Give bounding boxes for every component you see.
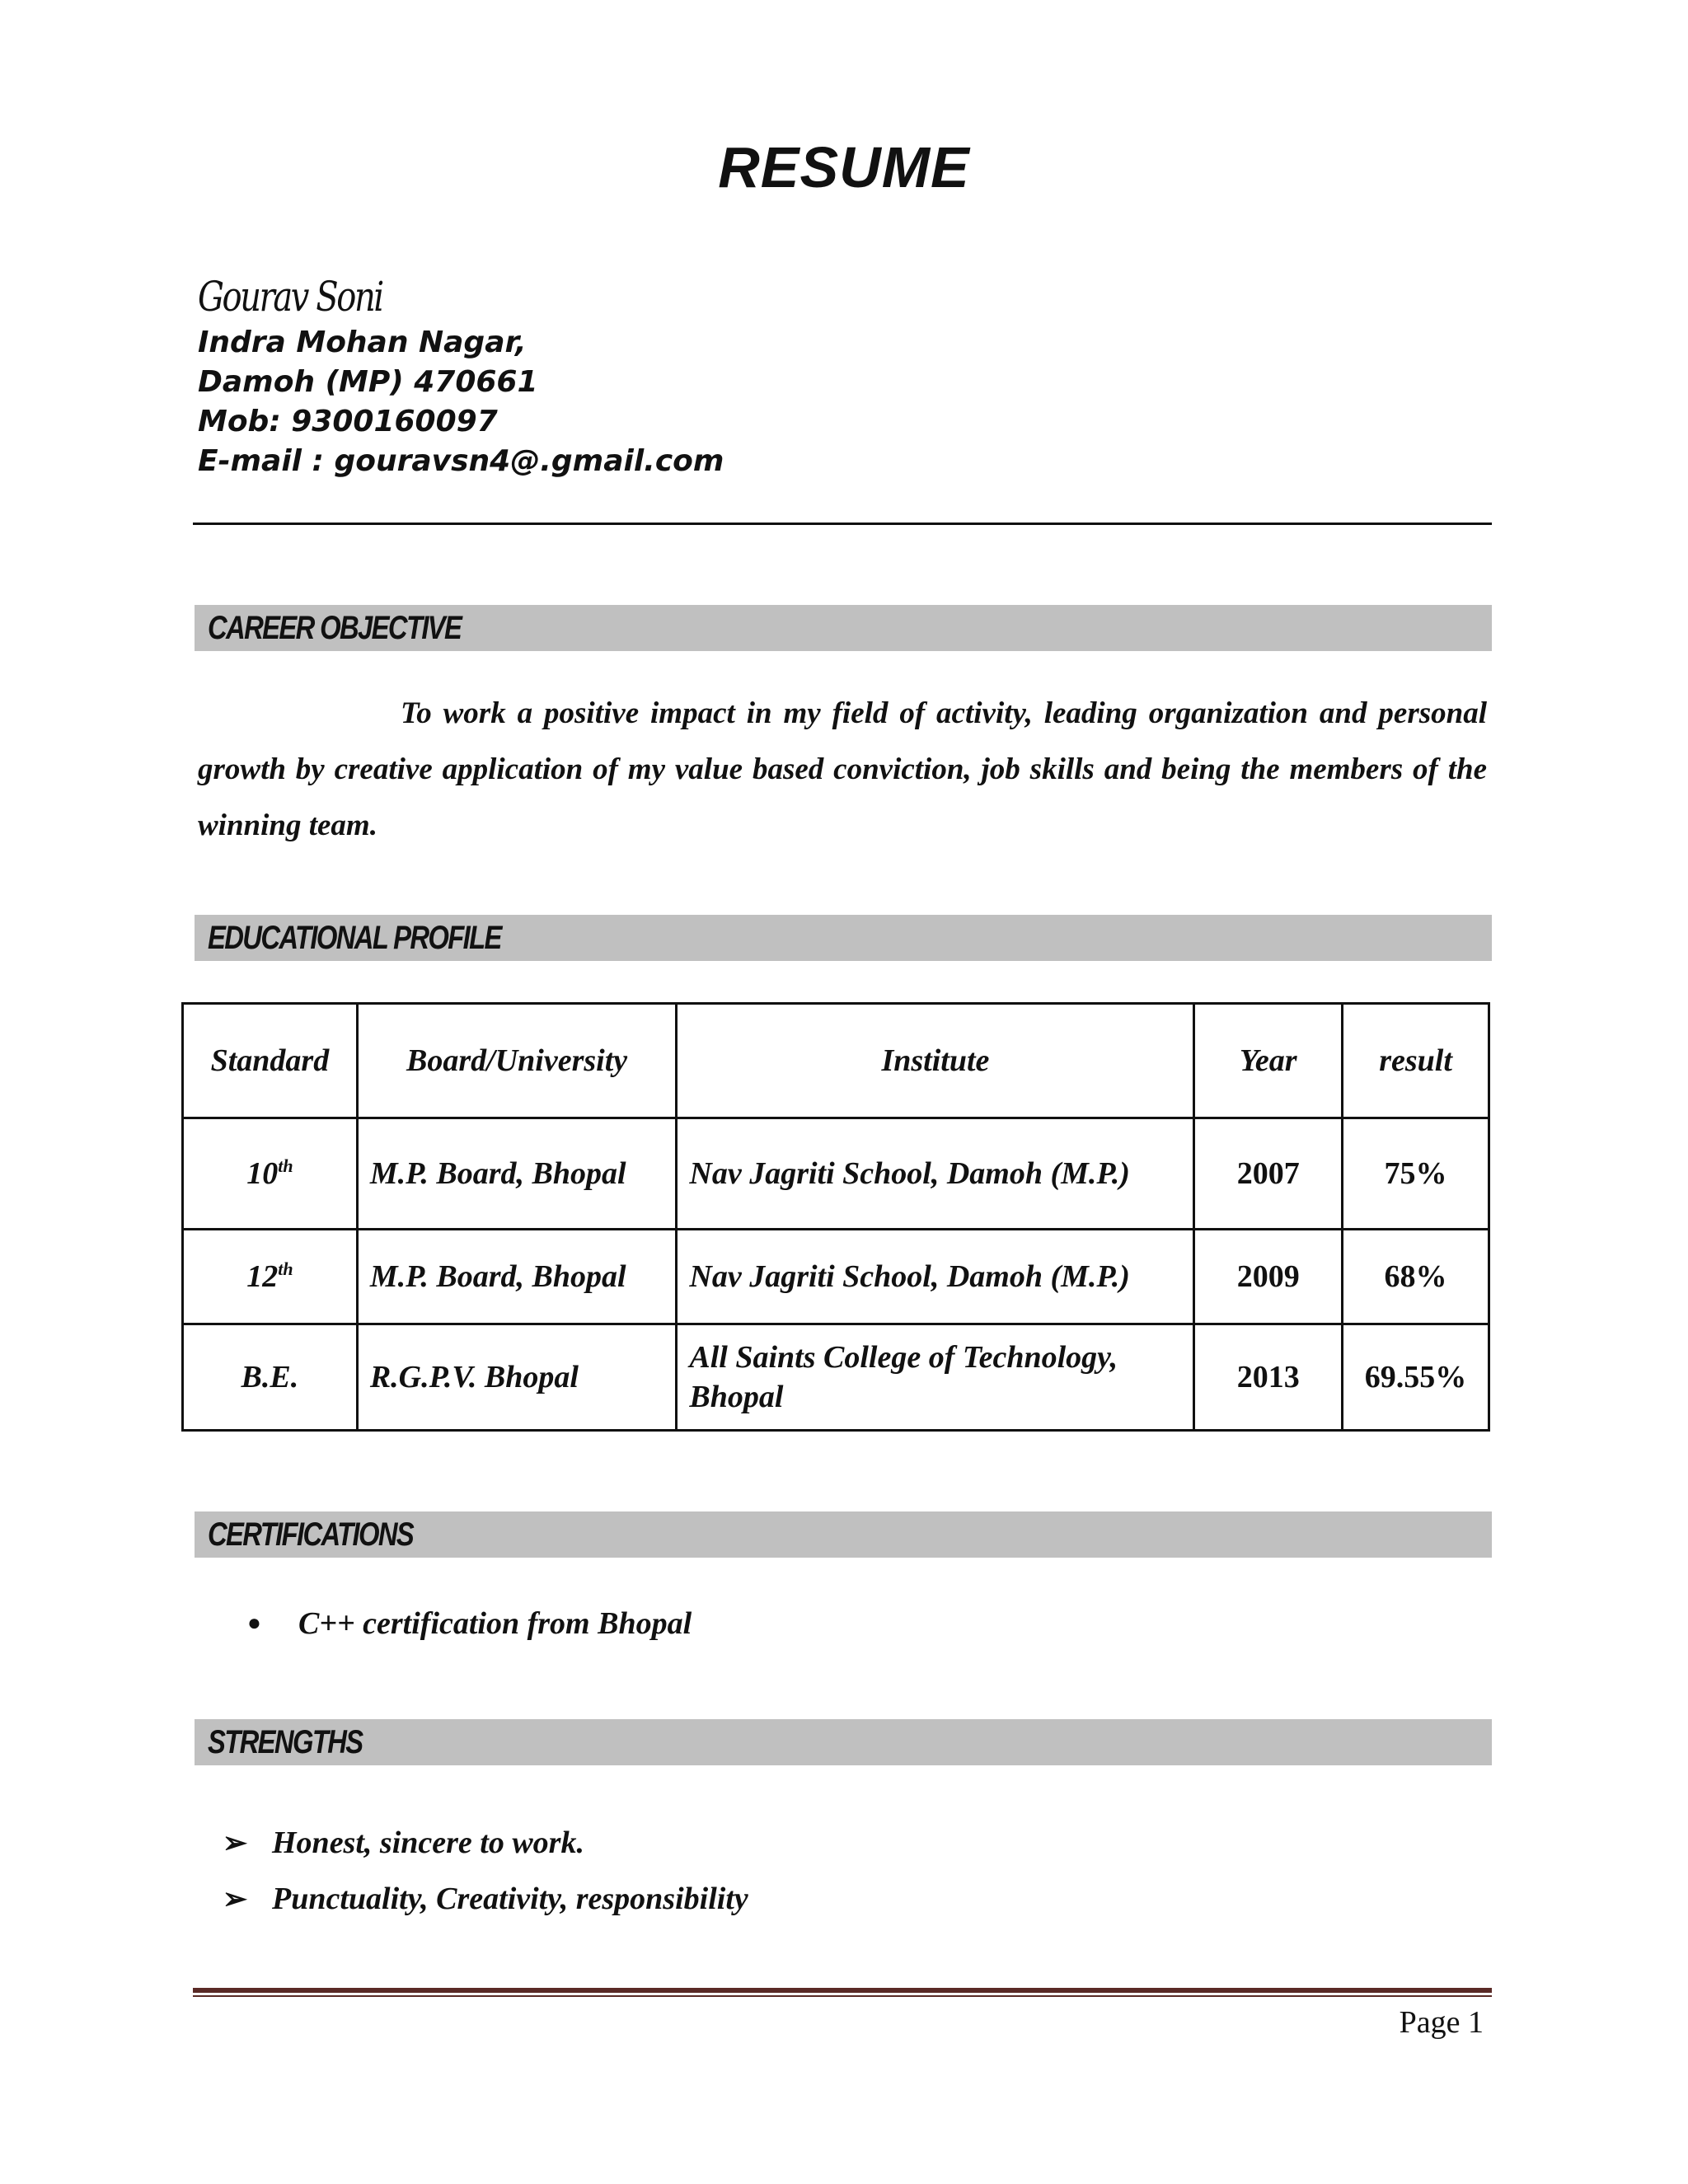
cell-year: 2009: [1194, 1230, 1343, 1324]
cell-institute: All Saints College of Technology, Bhopal: [677, 1324, 1194, 1431]
cell-board: R.G.P.V. Bhopal: [357, 1324, 677, 1431]
cell-board: M.P. Board, Bhopal: [357, 1118, 677, 1230]
column-header-year: Year: [1194, 1004, 1343, 1118]
cell-institute: Nav Jagriti School, Damoh (M.P.): [677, 1230, 1194, 1324]
cell-standard: 12th: [183, 1230, 358, 1324]
cell-result: 68%: [1343, 1230, 1489, 1324]
ordinal-suffix: th: [278, 1155, 293, 1176]
column-header-result: result: [1343, 1004, 1489, 1118]
page-number: Page 1: [1399, 2005, 1484, 2040]
table-row: [183, 1230, 1489, 1324]
list-item: ➢ Honest, sincere to work.: [223, 1821, 748, 1877]
career-objective-text: To work a positive impact in my field of activity, leading organization and personal growth by creative application of my value based conviction, job skills and being the members of the winning team.: [198, 696, 1487, 842]
table-row: [183, 1324, 1489, 1431]
cell-result: 69.55%: [1343, 1324, 1489, 1431]
section-heading-strengths: STRENGTHS: [208, 1724, 363, 1760]
mobile-number: Mob: 9300160097: [198, 405, 498, 438]
footer-divider-thick: [193, 1988, 1492, 1993]
cell-standard: B.E.: [183, 1324, 358, 1431]
contact-block: [198, 272, 724, 481]
column-header-standard: Standard: [183, 1004, 358, 1118]
address-line-1: Indra Mohan Nagar,: [198, 326, 527, 359]
education-table: [181, 1002, 1490, 1432]
header-divider: [193, 523, 1492, 525]
certifications-list: [247, 1602, 692, 1645]
cell-year: 2007: [1194, 1118, 1343, 1230]
ordinal-suffix: th: [278, 1258, 293, 1279]
section-educational-profile: [195, 915, 1492, 961]
cell-result: 75%: [1343, 1118, 1489, 1230]
education-table-header: [183, 1004, 1489, 1118]
page-title: RESUME: [718, 135, 970, 199]
address-line-2: Damoh (MP) 470661: [198, 365, 538, 399]
arrow-bullet-icon: ➢: [223, 1826, 248, 1859]
section-heading-career-objective: CAREER OBJECTIVE: [208, 610, 462, 646]
bullet-icon: ●: [247, 1610, 261, 1636]
cell-standard: 10th: [183, 1118, 358, 1230]
cell-board: M.P. Board, Bhopal: [357, 1230, 677, 1324]
email-address: E-mail : gouravsn4@.gmail.com: [198, 444, 724, 478]
list-item: ● C++ certification from Bhopal: [247, 1602, 692, 1645]
section-career-objective: [195, 605, 1492, 651]
section-strengths: [195, 1719, 1492, 1765]
list-item: ➢ Punctuality, Creativity, responsibility: [223, 1877, 748, 1933]
strengths-list: [223, 1821, 748, 1933]
column-header-institute: Institute: [677, 1004, 1194, 1118]
section-heading-certifications: CERTIFICATIONS: [208, 1516, 414, 1553]
section-heading-educational-profile: EDUCATIONAL PROFILE: [208, 920, 501, 956]
cell-institute: Nav Jagriti School, Damoh (M.P.): [677, 1118, 1194, 1230]
section-certifications: [195, 1511, 1492, 1558]
table-row: [183, 1118, 1489, 1230]
footer-divider-thin: [193, 1995, 1492, 1997]
arrow-bullet-icon: ➢: [223, 1882, 248, 1915]
cell-year: 2013: [1194, 1324, 1343, 1431]
column-header-board: Board/University: [357, 1004, 677, 1118]
contact-name: Gourav Soni: [198, 273, 382, 321]
